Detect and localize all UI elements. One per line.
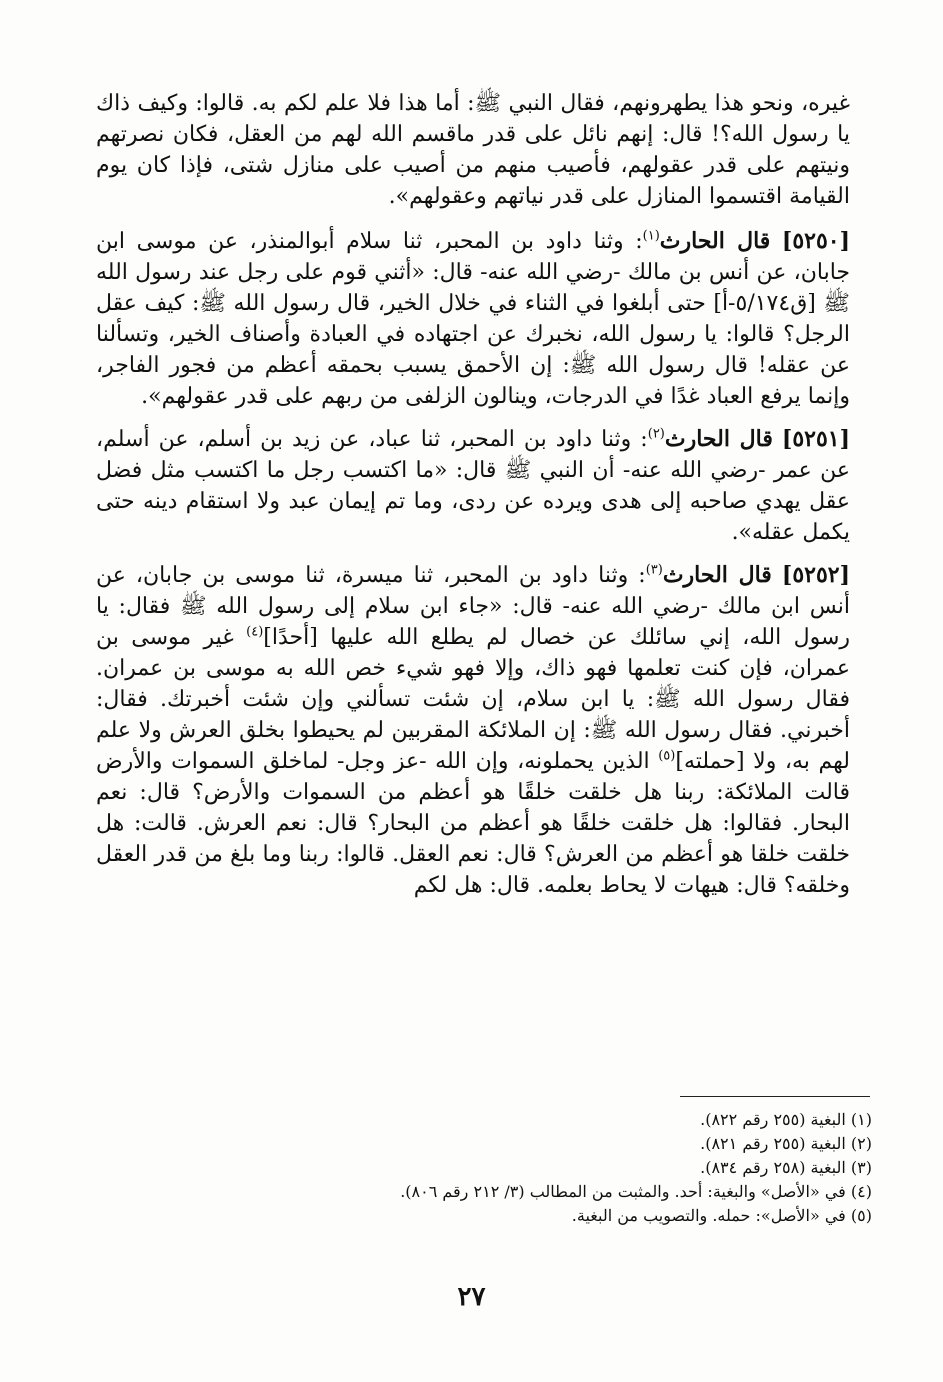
footnote-ref: (٥) <box>658 748 676 764</box>
intro-paragraph <box>96 88 850 212</box>
hadith-text-part-3: الذين يحملونه، وإن الله -عز وجل- لماخلق السموات والأرض قالت الملائكة: ربنا هل خلقت خلقًا هو أعظم من السموات والأرض؟ قال: نعم البحار. فقالوا: هل خلقت خلقًا هو أعظم من البحار؟ قال: نعم العرش. قالت: هل خلقت خلقا هو أعظم من العرش؟ قال: نعم العقل. قالوا: ربنا وما بلغ من قدر العقل وخلقه؟ قال: هيهات لا يحاط بعلمه. قال: هل لكم <box>96 749 850 898</box>
hadith-text-part-2: غير موسى بن عمران، فإن كنت تعلمها فهو ذاك، وإلا فهو شيء خص الله به موسى بن عمران. فقال رسول الله ﷺ: يا ابن سلام، إن شئت تسألني وإن شئت أخبرتك. فقال: أخبرني. فقال رسول الله ﷺ: إن الملائكة المقربين لم يحيطوا بخلق العرش ولا علم لهم به، ولا [حملته] <box>96 625 850 774</box>
footnote-ref: (١) <box>642 228 660 244</box>
footnote-ref: (٤) <box>246 624 264 640</box>
hadith-text: : وثنا داود بن المحبر، ثنا عباد، عن زيد بن أسلم، عن أسلم، عن عمر -رضي الله عنه- أن النبي ﷺ قال: «ما اكتسب رجل ما اكتسب مثل فضل عقل يهدي صاحبه إلى هدى ويرده عن ردى، وما تم إيمان عبد ولا استقام دينه حتى يكمل عقله». <box>96 427 850 545</box>
hadith-5252 <box>96 560 850 901</box>
hadith-number: [٥٢٥٠] <box>781 228 850 254</box>
footnote-2: (٢) البغية (٢٥٥ رقم ٨٢١). <box>700 1134 872 1153</box>
footnote-5: (٥) في «الأصل»: حمله. والتصويب من البغية. <box>571 1206 872 1225</box>
hadith-number: [٥٢٥٢] <box>781 562 850 588</box>
hadith-5251 <box>96 424 850 548</box>
narrator: قال الحارث <box>664 426 773 452</box>
narrator: قال الحارث <box>659 228 771 254</box>
footnote-3: (٣) البغية (٢٥٨ رقم ٨٣٤). <box>700 1158 872 1177</box>
footnote-ref: (٢) <box>647 426 665 442</box>
hadith-text: : وثنا داود بن المحبر، ثنا سلام أبوالمنذر، عن موسى ابن جابان، عن أنس بن مالك -رضي الله عنه- قال: «أثني قوم على رجل عند رسول الله ﷺ [ق٥/١٧٤-أ] حتى أبلغوا في الثناء في خلال الخير، قال رسول الله ﷺ: كيف عقل الرجل؟ قالوا: يا رسول الله، نخبرك عن اجتهاده في العبادة وأصناف الخير، وتسألنا عن عقله! قال رسول الله ﷺ: إن الأحمق يسبب بحمقه أعظم من فجور الفاجر، وإنما يرفع العباد غدًا في الدرجات، وينالون الزلفى من ربهم على قدر عقولهم». <box>96 229 850 409</box>
hadith-number: [٥٢٥١] <box>781 426 850 452</box>
main-text <box>96 88 850 913</box>
page-number: ٢٧ <box>457 1282 486 1312</box>
intro-text: غيره، ونحو هذا يطهرونهم، فقال النبي ﷺ: أما هذا فلا علم لكم به. قالوا: وكيف ذاك يا رسول الله؟! قال: إنهم نائل على قدر ماقسم الله لهم من العقل، فكان نصرتهم ونيتهم على قدر عقولهم، فأصيب منهم من أصيب على منازل شتى، فإذا كان يوم القيامة اقتسموا المنازل على قدر نياتهم وعقولهم». <box>96 91 850 209</box>
footnote-4: (٤) في «الأصل» والبغية: أحد. والمثبت من المطالب (٣/ ٢١٢ رقم ٨٠٦). <box>400 1182 872 1201</box>
footnote-1: (١) البغية (٢٥٥ رقم ٨٢٢). <box>700 1110 872 1129</box>
hadith-text-part-1: : وثنا داود بن المحبر، ثنا ميسرة، ثنا موسى بن جابان، عن أنس ابن مالك -رضي الله عنه- قال: «جاء ابن سلام إلى رسول الله ﷺ فقال: يا رسول الله، إني سائلك عن خصال لم يطلع الله عليها [أحدًا] <box>96 563 850 650</box>
footnotes <box>140 1108 872 1228</box>
footnote-divider <box>680 1096 870 1097</box>
footnote-ref: (٣) <box>645 562 663 578</box>
narrator: قال الحارث <box>662 562 772 588</box>
hadith-5250 <box>96 226 850 412</box>
